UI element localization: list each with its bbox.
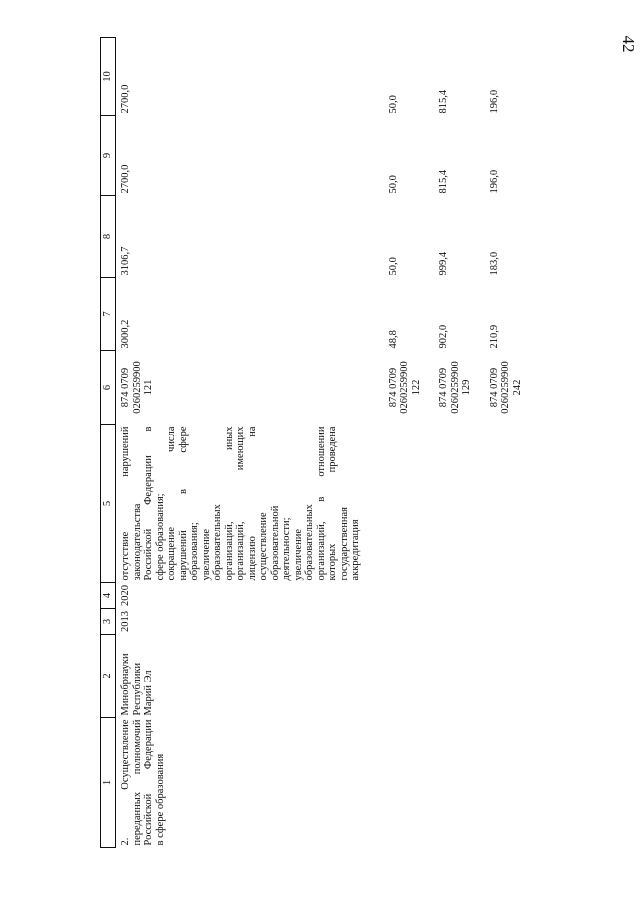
empty-cell	[422, 425, 473, 583]
budget-code-line: 0260259900	[399, 361, 410, 414]
result-line: деятельности;	[281, 517, 292, 581]
result-line: которых проведена	[327, 426, 338, 581]
budget-code-line: 874 0709	[488, 367, 500, 408]
empty-cell	[422, 609, 473, 635]
result-line: осуществление	[258, 512, 269, 581]
value-col8-cell: 999,4	[438, 251, 449, 276]
result-line: организаций, иных	[223, 426, 235, 581]
program-name-cell	[116, 718, 362, 848]
result-line: образования;	[189, 522, 200, 581]
table-row-main	[116, 38, 362, 848]
budget-code-line: 129	[461, 379, 472, 396]
value-col8-cell: 50,0	[387, 257, 399, 276]
header-cell-10: 10	[101, 38, 116, 116]
start-year-cell: 2013	[120, 611, 131, 632]
result-line: государственная	[338, 507, 350, 581]
value-col8-cell: 3106,7	[120, 246, 131, 276]
result-line: нарушений в сфере	[177, 426, 189, 581]
value-col9-cell: 50,0	[387, 175, 399, 194]
empty-cell	[473, 718, 524, 848]
header-cell-3: 3	[101, 609, 116, 635]
program-name-line: переданных полномочий	[131, 719, 143, 846]
result-line: аккредитация	[350, 519, 361, 581]
result-line: образовательных	[304, 504, 315, 581]
result-line: увеличение	[200, 528, 212, 581]
result-line: организаций, в отношении	[315, 426, 327, 581]
budget-code-cell	[473, 351, 524, 425]
budget-code-line: 874 0709	[387, 367, 399, 408]
executor-cell	[116, 635, 362, 718]
value-col9-cell: 196,0	[488, 169, 500, 194]
empty-cell	[362, 635, 423, 718]
result-line: организаций, имеющих	[235, 426, 246, 581]
result-line: сокращение числа	[166, 426, 177, 581]
result-line: лицензию на	[246, 426, 258, 581]
result-line: сфере образования;	[154, 493, 166, 581]
empty-cell	[422, 635, 473, 718]
value-col10-cell: 50,0	[387, 95, 399, 114]
empty-cell	[473, 635, 524, 718]
empty-cell	[422, 583, 473, 609]
budget-code-line: 0260259900	[449, 361, 461, 414]
empty-cell	[362, 718, 423, 848]
result-line: отсутствие нарушений	[120, 426, 131, 581]
empty-cell	[473, 609, 524, 635]
value-col10-cell: 196,0	[488, 89, 500, 114]
result-line: законодательства	[131, 503, 143, 581]
value-col9-cell: 2700,0	[120, 164, 131, 194]
executor-line: Марий Эл	[143, 670, 154, 716]
empty-cell	[422, 718, 473, 848]
program-name-line: Российской Федерации	[143, 719, 154, 846]
header-cell-6: 6	[101, 351, 116, 425]
budget-code-line: 0260259900	[131, 361, 143, 414]
page-number: 42	[619, 35, 638, 53]
empty-cell	[362, 425, 423, 583]
header-cell-8: 8	[101, 196, 116, 278]
header-cell-5: 5	[101, 425, 116, 583]
header-cell-2: 2	[101, 635, 116, 718]
header-cell-9: 9	[101, 116, 116, 196]
end-year-cell: 2020	[120, 585, 131, 606]
budget-code-line: 874 0709	[120, 367, 131, 408]
budget-code-cell	[422, 351, 473, 425]
budget-code-line: 0260259900	[500, 361, 511, 414]
result-line: увеличение	[292, 528, 304, 581]
budget-code-line: 122	[410, 379, 422, 396]
value-col7-cell: 48,8	[387, 330, 399, 349]
header-row	[101, 38, 116, 848]
budget-code-line: 121	[143, 379, 154, 396]
executor-line: Минобрнауки	[120, 653, 131, 716]
program-name-line: в сфере образования	[154, 753, 166, 846]
budget-code-cell	[362, 351, 423, 425]
value-col10-cell: 2700,0	[120, 84, 131, 114]
program-name-line: 2. Осуществление	[120, 719, 131, 846]
header-cell-1: 1	[101, 718, 116, 848]
empty-cell	[362, 609, 423, 635]
empty-cell	[362, 583, 423, 609]
value-col8-cell: 183,0	[488, 251, 500, 276]
budget-code-line: 874 0709	[438, 367, 449, 408]
budget-table	[100, 37, 523, 848]
table-row-sub	[473, 38, 524, 848]
result-line: образовательных	[212, 504, 223, 581]
budget-code-line: 242	[511, 379, 523, 396]
table-row-sub	[362, 38, 423, 848]
header-cell-7: 7	[101, 278, 116, 351]
expected-result-cell	[116, 425, 362, 583]
budget-code-cell	[116, 351, 362, 425]
value-col10-cell: 815,4	[438, 89, 449, 114]
table-row-sub	[422, 38, 473, 848]
empty-cell	[473, 425, 524, 583]
executor-line: Республики	[131, 662, 143, 716]
value-col7-cell: 3000,2	[120, 319, 131, 349]
result-line: Российской Федерации в	[143, 426, 154, 581]
header-cell-4: 4	[101, 583, 116, 609]
value-col9-cell: 815,4	[438, 169, 449, 194]
value-col7-cell: 210,9	[488, 324, 500, 349]
rotated-page	[100, 38, 523, 848]
empty-cell	[473, 583, 524, 609]
value-col7-cell: 902,0	[438, 324, 449, 349]
result-line: образовательной	[269, 505, 281, 581]
